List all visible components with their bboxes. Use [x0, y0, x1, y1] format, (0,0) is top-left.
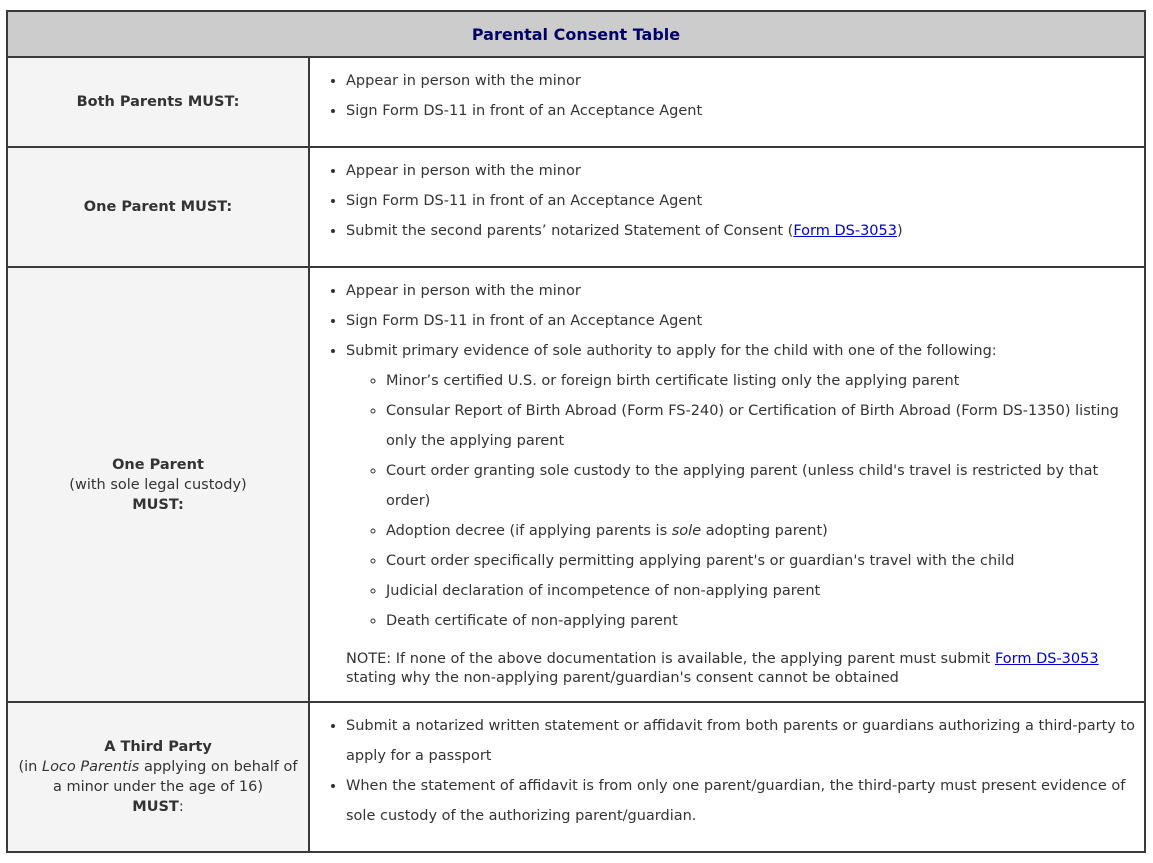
requirements-list — [314, 66, 1136, 126]
table-row — [7, 267, 1145, 702]
list-item: ◦ Court order specifically permitting applying parent's or guardian's travel with the child — [386, 546, 1136, 576]
row-header-one-parent — [7, 147, 309, 267]
list-item: ◦ Minor’s certified U.S. or foreign birth certificate listing only the applying parent — [386, 366, 1136, 396]
table-row — [7, 702, 1145, 852]
text-segment: adopting parent) — [701, 523, 828, 539]
parental-consent-table — [6, 10, 1146, 853]
list-item: • Appear in person with the minor — [346, 156, 1136, 186]
form-ds-3053-link[interactable]: Form DS-3053 — [793, 223, 897, 239]
text-segment: applying on behalf of a minor under the age of 16) — [52, 759, 298, 795]
evidence-sublist — [346, 366, 1136, 636]
italic-text: Loco Parentis — [41, 759, 140, 775]
list-item: ◦ Court order granting sole custody to the applying parent (unless child's travel is restricted by that order) — [386, 456, 1136, 516]
row-header-sublabel — [16, 757, 300, 797]
table-row — [7, 147, 1145, 267]
row-header-one-parent-sole-custody — [7, 267, 309, 702]
list-item: • When the statement of affidavit is from only one parent/guardian, the third-party must present evidence of sole custody of the authorizing parent/guardian. — [346, 771, 1136, 831]
list-item: ◦ Death certificate of non-applying parent — [386, 606, 1136, 636]
text-segment: ) — [896, 223, 903, 239]
text-segment: Submit primary evidence of sole authority to apply for the child with one of the following: — [346, 343, 997, 359]
text-segment: : — [178, 799, 184, 815]
list-item: • Sign Form DS-11 in front of an Acceptance Agent — [346, 96, 1136, 126]
text-segment: stating why the non-applying parent/guardian's consent cannot be obtained — [346, 670, 899, 686]
row-content-one-parent-sole-custody — [309, 267, 1145, 702]
row-header-label: A Third Party — [104, 739, 212, 755]
row-header-must-label — [16, 797, 300, 817]
row-content-one-parent — [309, 147, 1145, 267]
requirements-list — [314, 276, 1136, 636]
requirements-list — [314, 711, 1136, 831]
row-header-both-parents — [7, 57, 309, 147]
italic-text: sole — [671, 523, 702, 539]
list-item: ◦ Consular Report of Birth Abroad (Form FS-240) or Certification of Birth Abroad (Form DS-1350) listing only the applying parent — [386, 396, 1136, 456]
table-row — [7, 57, 1145, 147]
list-item — [346, 336, 1136, 636]
table-title-row — [7, 11, 1145, 57]
list-item: • Sign Form DS-11 in front of an Acceptance Agent — [346, 306, 1136, 336]
list-item: • Sign Form DS-11 in front of an Acceptance Agent — [346, 186, 1136, 216]
row-header-sublabel: (with sole legal custody) — [69, 476, 247, 493]
list-item: • Appear in person with the minor — [346, 276, 1136, 306]
row-header-label: Both Parents MUST: — [76, 94, 240, 110]
row-header-label: One Parent MUST: — [83, 199, 233, 215]
requirements-list — [314, 156, 1136, 246]
row-content-both-parents — [309, 57, 1145, 147]
text-segment: MUST — [132, 799, 179, 815]
list-item: • Submit a notarized written statement or affidavit from both parents or guardians authorizing a third-party to apply for a passport — [346, 711, 1136, 771]
row-header-must-label: MUST: — [132, 496, 184, 513]
row-header-label: One Parent — [112, 456, 204, 473]
text-segment: (in — [18, 759, 42, 775]
list-item — [386, 516, 1136, 546]
list-item — [346, 216, 1136, 246]
list-item: • Appear in person with the minor — [346, 66, 1136, 96]
form-ds-3053-link[interactable]: Form DS-3053 — [994, 651, 1099, 667]
text-segment: Adoption decree (if applying parents is — [386, 523, 672, 539]
page-title: Parental Consent Table — [7, 11, 1145, 57]
note-text — [346, 650, 1136, 688]
row-content-third-party — [309, 702, 1145, 852]
text-segment: NOTE: If none of the above documentation is available, the applying parent must submit — [346, 651, 995, 667]
row-header-third-party — [7, 702, 309, 852]
text-segment: Submit the second parents’ notarized Statement of Consent ( — [346, 223, 794, 239]
list-item: ◦ Judicial declaration of incompetence of non-applying parent — [386, 576, 1136, 606]
